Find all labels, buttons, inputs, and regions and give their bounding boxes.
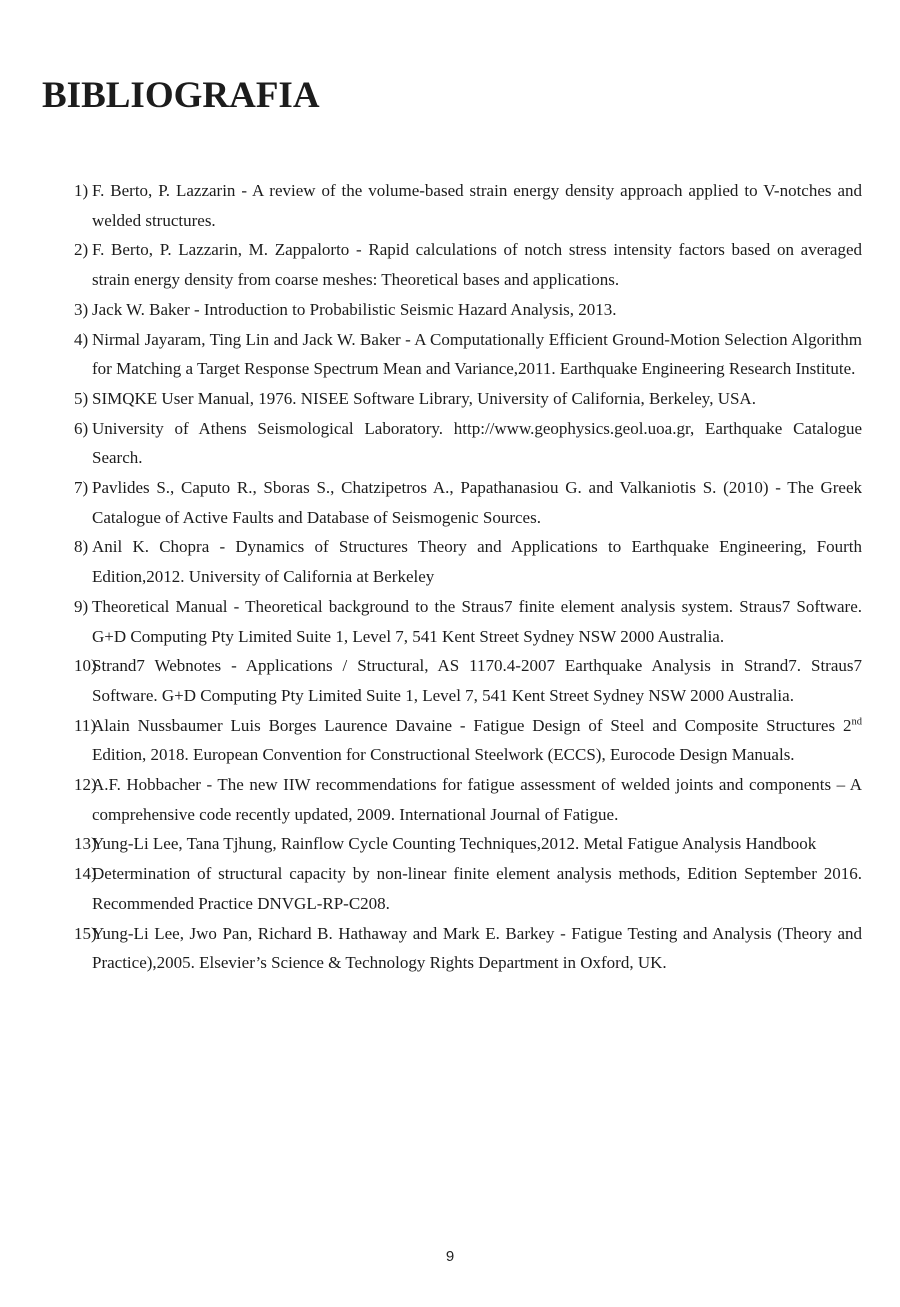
entry-text: Yung-Li Lee, Tana Tjhung, Rainflow Cycle Counting Techniques,2012. Metal Fatigue Analysis Handbook [92,834,817,854]
entry-number: 6) [74,418,89,438]
bibliography-entry [74,829,862,859]
entry-number: 3) [74,299,89,319]
entry-number: 10) [74,656,97,676]
entry-text: Theoretical Manual - Theoretical background to the Straus7 finite element analysis system. Straus7 Software. G+D Computing Pty Limited Suite 1, Level 7, 541 Kent Street Sydney NSW 2000 Australia. [92,596,862,646]
entry-number: 2) [74,240,89,260]
entry-text: Anil K. Chopra - Dynamics of Structures Theory and Applications to Earthquake Engineering, Fourth Edition,2012. University of California at Berkeley [92,537,862,587]
entry-number: 5) [74,388,89,408]
entry-text-part: Edition, 2018. European Convention for Constructional Steelwork (ECCS), Eurocode Design Manuals. [92,745,795,765]
entry-number: 7) [74,478,89,498]
bibliography-entry [74,919,862,978]
entry-number: 15) [74,923,97,943]
ordinal-superscript: nd [851,716,862,727]
page-title: BIBLIOGRAFIA [42,75,320,116]
bibliography-entry [74,592,862,651]
entry-text: Strand7 Webnotes - Applications / Structural, AS 1170.4-2007 Earthquake Analysis in Strand7. Straus7 Software. G+D Computing Pty Limited Suite 1, Level 7, 541 Kent Street Sydney NSW 2000 Australia. [92,656,862,705]
bibliography-entry [74,770,862,829]
entry-text: Yung-Li Lee, Jwo Pan, Richard B. Hathaway and Mark E. Barkey - Fatigue Testing and Analysis (Theory and Practice),2005. Elsevier’s Science & Technology Rights Department in Oxford, UK. [92,923,862,973]
bibliography-entry [74,532,862,591]
entry-text [92,716,862,765]
entry-number: 13) [74,834,97,854]
entry-text: University of Athens Seismological Laboratory. http://www.geophysics.geol.uoa.gr, Earthquake Catalogue Search. [92,418,862,468]
bibliography-entry [74,651,862,710]
bibliography-entry [74,235,862,294]
entry-number: 4) [74,329,89,349]
bibliography-entry [74,711,862,770]
entry-text: A.F. Hobbacher - The new IIW recommendations for fatigue assessment of welded joints and components – A comprehensive code recently updated, 2009. International Journal of Fatigue. [92,775,862,824]
bibliography-entry [74,295,862,325]
entry-text: F. Berto, P. Lazzarin - A review of the volume-based strain energy density approach applied to V-notches and welded structures. [92,181,862,230]
entry-text: Nirmal Jayaram, Ting Lin and Jack W. Baker - A Computationally Efficient Ground-Motion Selection Algorithm for Matching a Target Response Spectrum Mean and Variance,2011. Earthquake Engineering Research Institute. [92,329,862,379]
bibliography-entry [74,859,862,918]
entry-number: 9) [74,596,89,616]
entry-text: Pavlides S., Caputo R., Sboras S., Chatzipetros A., Papathanasiou G. and Valkaniotis S. (2010) - The Greek Catalogue of Active Faults and Database of Seismogenic Sources. [92,478,862,527]
entry-text: Jack W. Baker - Introduction to Probabilistic Seismic Hazard Analysis, 2013. [92,299,617,319]
entry-text-part: Alain Nussbaumer Luis Borges Laurence Davaine - Fatigue Design of Steel and Composite Structures 2 [92,715,852,735]
bibliography-entry [74,176,862,235]
bibliography-entry [74,473,862,532]
bibliography-list [74,176,862,978]
entry-number: 12) [74,775,97,795]
entry-number: 14) [74,864,97,884]
entry-number: 8) [74,537,89,557]
page-number: 9 [445,1248,455,1265]
bibliography-entry [74,325,862,384]
bibliography-entry [74,414,862,473]
entry-text: F. Berto, P. Lazzarin, M. Zappalorto - Rapid calculations of notch stress intensity factors based on averaged strain energy density from coarse meshes: Theoretical bases and applications. [92,240,862,290]
entry-number: 1) [74,181,89,200]
entry-text: Determination of structural capacity by non-linear finite element analysis methods, Edition September 2016. Recommended Practice DNVGL-RP-C208. [92,864,862,913]
entry-number: 11) [74,715,97,735]
entry-text: SIMQKE User Manual, 1976. NISEE Software Library, University of California, Berkeley, USA. [92,388,756,408]
bibliography-entry [74,384,862,414]
